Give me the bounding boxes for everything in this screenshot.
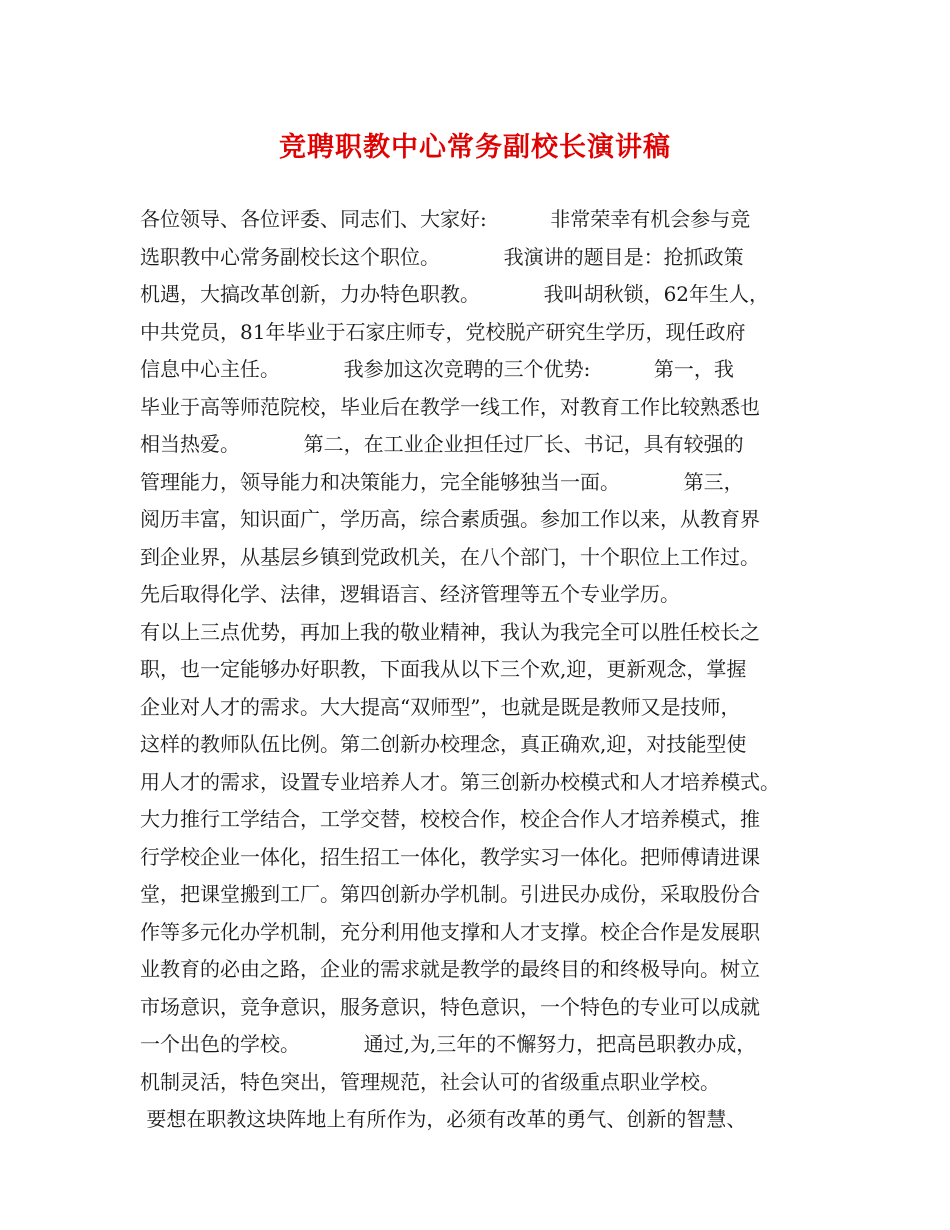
body-line: 中共党员，81年毕业于石家庄师专，党校脱产研究生学历，现任政府 bbox=[140, 319, 746, 344]
body-line: 机制灵活，特色突出，管理规范，社会认可的省级重点职业学校。 bbox=[140, 1069, 720, 1094]
document-body bbox=[140, 201, 830, 1139]
body-line: 相当热爱。 第二，在工业企业担任过厂长、书记，具有较强的 bbox=[140, 432, 744, 456]
body-line: 堂，把课堂搬到工厂。第四创新办学机制。引进民办成份，采取股份合 bbox=[140, 882, 760, 906]
body-line: 作等多元化办学机制，充分利用他支撑和人才支撑。校企合作是发展职 bbox=[140, 919, 760, 944]
body-line: 选职教中心常务副校长这个职位。 我演讲的题目是：抢抓政策 bbox=[140, 244, 744, 269]
body-line: 到企业界，从基层乡镇到党政机关，在八个部门，十个职位上工作过。 bbox=[140, 544, 760, 569]
body-line: 业教育的必由之路，企业的需求就是教学的最终目的和终极导向。树立 bbox=[140, 957, 760, 981]
body-line: 机遇，大搞改革创新，力办特色职教。 我叫胡秋锁，62年生人， bbox=[140, 282, 770, 306]
body-line: 有以上三点优势，再加上我的敬业精神，我认为我完全可以胜任校长之 bbox=[140, 619, 760, 644]
body-line: 要想在职教这块阵地上有所作为，必须有改革的勇气、创新的智慧、 bbox=[140, 1107, 747, 1131]
body-line: 职，也一定能够办好职教，下面我从以下三个欢,迎，更新观念，掌握 bbox=[140, 657, 747, 681]
body-line: 阅历丰富，知识面广，学历高，综合素质强。参加工作以来，从教育界 bbox=[140, 507, 760, 531]
body-line: 一个出色的学校。 通过,为,三年的不懈努力，把高邑职教办成， bbox=[140, 1032, 757, 1056]
document-title: 竞聘职教中心常务副校长演讲稿 bbox=[279, 132, 671, 163]
body-line: 各位领导、各位评委、同志们、大家好: 非常荣幸有机会参与竞 bbox=[140, 207, 751, 231]
body-line: 企业对人才的需求。大大提高“双师型”，也就是既是教师又是技师， bbox=[140, 694, 741, 719]
body-line: 用人才的需求，设置专业培养人才。第三创新办校模式和人才培养模式。 bbox=[140, 769, 780, 794]
body-line: 毕业于高等师范院校，毕业后在教学一线工作，对教育工作比较熟悉也 bbox=[140, 394, 760, 419]
body-line: 信息中心主任。 我参加这次竞聘的三个优势: 第一，我 bbox=[140, 357, 734, 381]
body-line: 这样的教师队伍比例。第二创新办校理念，真正确欢,迎，对技能型使 bbox=[140, 732, 747, 756]
body-line: 先后取得化学、法律，逻辑语言、经济管理等五个专业学历。 bbox=[140, 582, 680, 606]
body-line: 市场意识，竞争意识，服务意识，特色意识，一个特色的专业可以成就 bbox=[140, 994, 760, 1019]
body-line: 管理能力，领导能力和决策能力，完全能够独当一面。 第三， bbox=[140, 469, 744, 494]
body-line: 大力推行工学结合，工学交替，校校合作，校企合作人才培养模式，推 bbox=[140, 807, 760, 831]
body-line: 行学校企业一体化，招生招工一体化，教学实习一体化。把师傅请进课 bbox=[140, 844, 760, 869]
